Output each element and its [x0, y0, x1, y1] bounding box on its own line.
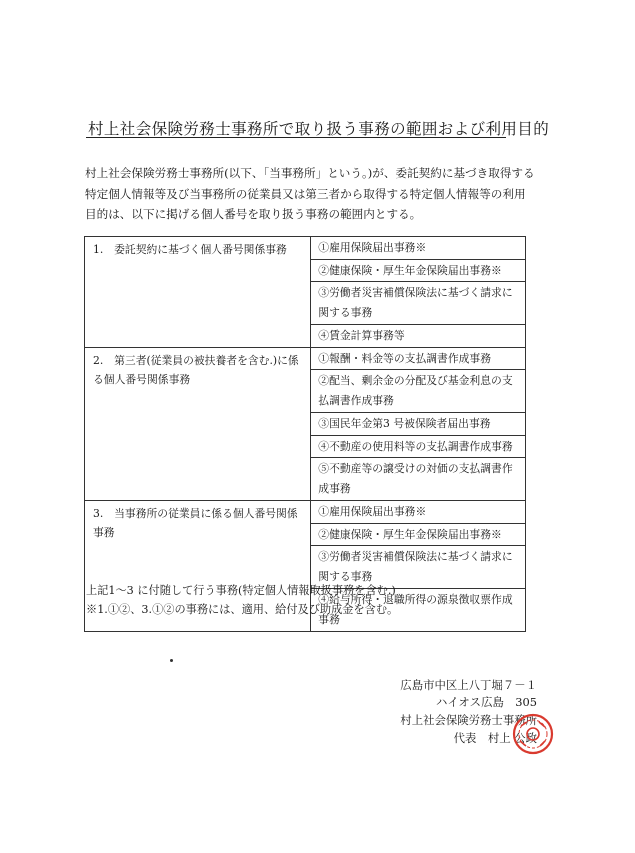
- task-item: ①報酬・料金等の支払調書作成事務: [311, 348, 525, 371]
- note-line: 上記1～3 に付随して行う事務(特定個人情報取扱事務を含む.): [86, 584, 396, 597]
- task-item: ⑤不動産等の譲受けの対価の支払調書作成事務: [318, 462, 513, 495]
- office-name: 村上社会保険労務士事務所: [400, 713, 537, 727]
- document-title: 村上社会保険労務士事務所で取り扱う事務の範囲および利用目的: [88, 120, 550, 138]
- task-item: ④不動産の使用料等の支払調書作成事務: [311, 436, 525, 459]
- task-item: ①雇用保険届出事務※: [311, 501, 525, 524]
- tasks-cell: [311, 237, 526, 348]
- representative-name: 代表 村上 公政: [453, 731, 537, 745]
- task-item: ④賃金計算事務等: [318, 329, 405, 342]
- task-item: ③労働者災害補償保険法に基づく請求に関する事務: [311, 546, 525, 589]
- intro-paragraph: [85, 163, 535, 225]
- scope-table: [84, 236, 526, 632]
- intro-line: 村上社会保険労務士事務所(以下、「当事務所」という。)が、委託契約に基づき取得する: [85, 166, 535, 180]
- table-row: [85, 237, 526, 348]
- intro-line: 特定個人情報等及び当事務所の従業員又は第三者から取得する特定個人情報等の利用: [85, 186, 526, 201]
- category-cell: 3. 当事務所の従業員に係る個人番号関係事務: [85, 501, 311, 632]
- seal-stamp-icon: [511, 712, 555, 756]
- task-item: ②健康保険・厚生年金保険届出事務※: [311, 260, 525, 283]
- task-item: ②配当、剰余金の分配及び基金利息の支払調書作成事務: [311, 370, 525, 413]
- table-row: [85, 347, 526, 501]
- scan-speck: [170, 659, 173, 662]
- address-line: 広島市中区上八丁堀７－１: [400, 678, 537, 692]
- task-item: ③国民年金第3 号被保険者届出事務: [311, 413, 525, 436]
- intro-line: 目的は、以下に掲げる個人番号を取り扱う事務の範囲内とする。: [85, 207, 422, 221]
- task-item: ①雇用保険届出事務※: [311, 237, 525, 260]
- task-item: ②健康保険・厚生年金保険届出事務※: [311, 524, 525, 547]
- address-line: ハイオス広島 305: [435, 695, 537, 709]
- category-cell: 1. 委託契約に基づく個人番号関係事務: [85, 237, 311, 348]
- seal-center: [527, 728, 539, 740]
- tasks-cell: [311, 347, 526, 501]
- note-line: ※1.①②、3.①②の事務には、適用、給付及び助成金を含む。: [86, 603, 399, 616]
- seal-marks: [520, 722, 545, 746]
- task-item: ③労働者災害補償保険法に基づく請求に関する事務: [311, 282, 525, 325]
- category-cell: 2. 第三者(従業員の被扶養者を含む.)に係る個人番号関係事務: [85, 347, 311, 501]
- title-underline: [86, 137, 506, 138]
- task-item: ④給与所得・退職所得の源泉徴収票作成事務: [318, 593, 513, 626]
- seal-outer-ring: [514, 715, 552, 753]
